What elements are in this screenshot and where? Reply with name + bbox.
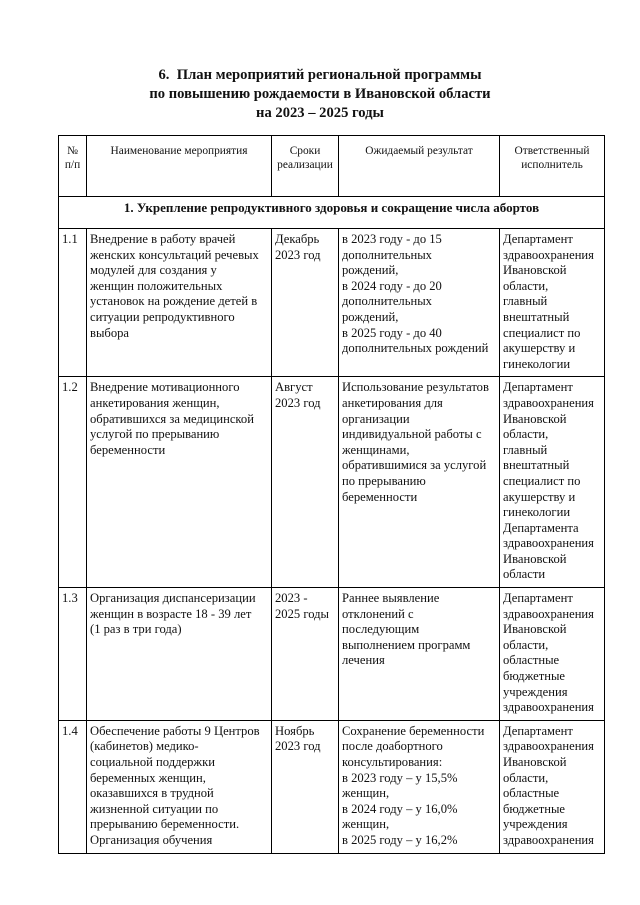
cell-terms-line: Ноябрь bbox=[275, 723, 315, 738]
cell-responsible bbox=[500, 229, 605, 377]
header-num-line: № bbox=[67, 145, 78, 157]
cell-responsible-line: здравоохранения bbox=[503, 832, 594, 847]
cell-num: 1.1 bbox=[59, 229, 87, 377]
cell-name-line: Внедрение в работу врачей bbox=[90, 232, 236, 246]
cell-responsible-line: Департамент bbox=[503, 232, 573, 246]
header-responsible-line: исполнитель bbox=[521, 159, 583, 171]
table-row bbox=[59, 720, 605, 853]
cell-result bbox=[339, 377, 500, 588]
cell-responsible bbox=[500, 377, 605, 588]
cell-responsible-line: здравоохранения bbox=[503, 739, 594, 754]
cell-result-line: индивидуальной работы с bbox=[342, 427, 482, 442]
cell-result-line: Использование результатов bbox=[342, 380, 489, 395]
cell-result-line: Сохранение беременности bbox=[342, 723, 485, 738]
cell-name-line: выбора bbox=[90, 325, 129, 340]
cell-result-line: анкетирования для bbox=[342, 395, 443, 410]
cell-name-line: модулей для создания у bbox=[90, 263, 217, 278]
cell-name-line: женщин в возрасте 18 - 39 лет bbox=[90, 606, 252, 621]
header-responsible-line: Ответственный bbox=[514, 145, 590, 157]
cell-result-line: в 2024 году - до 20 bbox=[342, 278, 442, 293]
cell-responsible-line: области, bbox=[503, 278, 549, 293]
cell-responsible bbox=[500, 588, 605, 721]
cell-result-line: в 2024 году – у 16,0% bbox=[342, 801, 458, 816]
cell-responsible-line: акушерству и bbox=[503, 341, 576, 356]
cell-result-line: рождений, bbox=[342, 263, 399, 278]
cell-result-line: в 2023 году – у 15,5% bbox=[342, 770, 458, 785]
cell-responsible-line: здравоохранения bbox=[503, 606, 594, 621]
cell-result-line: Раннее выявление bbox=[342, 591, 440, 606]
section-title: 1. Укрепление репродуктивного здоровья и сокращение числа абортов bbox=[59, 197, 605, 229]
cell-result-line: по прерыванию bbox=[342, 473, 426, 488]
cell-terms-line: Август bbox=[275, 380, 313, 395]
cell-result-line: последующим bbox=[342, 622, 420, 637]
header-name: Наименование мероприятия bbox=[87, 136, 272, 197]
title-line-1: 6. План мероприятий региональной программы bbox=[158, 67, 482, 83]
cell-name-line: беременности bbox=[90, 442, 166, 457]
cell-responsible-line: Ивановской bbox=[503, 755, 567, 769]
cell-terms-line: 2023 год bbox=[275, 395, 321, 410]
cell-result bbox=[339, 229, 500, 377]
cell-result-line: беременности bbox=[342, 489, 418, 504]
cell-name-line: женщин положительных bbox=[90, 278, 223, 293]
table-header-row bbox=[59, 136, 605, 197]
cell-result-line: выполнением программ bbox=[342, 637, 471, 652]
cell-result-line: дополнительных рождений bbox=[342, 341, 489, 356]
cell-terms bbox=[272, 720, 339, 853]
table-row bbox=[59, 588, 605, 721]
cell-responsible-line: бюджетные bbox=[503, 801, 566, 816]
cell-terms bbox=[272, 229, 339, 377]
cell-result-line: дополнительных bbox=[342, 294, 432, 309]
cell-result-line: в 2025 году - до 40 bbox=[342, 325, 442, 340]
cell-name-line: Внедрение мотивационного bbox=[90, 380, 240, 395]
cell-responsible-line: гинекологии bbox=[503, 505, 571, 520]
cell-responsible-line: Департамента bbox=[503, 520, 579, 535]
cell-responsible-line: специалист по bbox=[503, 473, 581, 488]
header-num-line: п/п bbox=[64, 159, 81, 171]
header-num bbox=[59, 136, 87, 197]
title-line-2: по повышению рождаемости в Ивановской области bbox=[149, 86, 491, 102]
cell-result-line: лечения bbox=[342, 653, 385, 668]
cell-terms-line: 2023 год bbox=[275, 739, 321, 754]
cell-responsible-line: внештатный bbox=[503, 458, 570, 473]
cell-responsible-line: области, bbox=[503, 427, 549, 442]
cell-responsible-line: здравоохранения bbox=[503, 536, 594, 551]
cell-responsible-line: учреждения bbox=[503, 817, 568, 832]
header-terms bbox=[272, 136, 339, 197]
cell-name-line: прерыванию беременности. bbox=[90, 817, 240, 832]
cell-responsible-line: областные bbox=[503, 786, 560, 801]
cell-result-line: рождений, bbox=[342, 309, 399, 324]
cell-responsible-line: Департамент bbox=[503, 723, 573, 738]
cell-name-line: Организация обучения bbox=[90, 832, 213, 847]
cell-terms-line: 2025 годы bbox=[275, 606, 329, 621]
cell-result bbox=[339, 588, 500, 721]
cell-responsible-line: Департамент bbox=[503, 380, 573, 395]
cell-responsible-line: Ивановской bbox=[503, 551, 567, 566]
cell-name bbox=[87, 229, 272, 377]
cell-terms-line: 2023 - bbox=[275, 591, 308, 606]
cell-terms bbox=[272, 588, 339, 721]
cell-responsible-line: специалист по bbox=[503, 325, 581, 340]
title-line-3: на 2023 – 2025 годы bbox=[256, 105, 384, 121]
cell-result-line: женщин, bbox=[342, 817, 390, 832]
cell-name-line: жизненной ситуации по bbox=[90, 801, 219, 816]
cell-terms-line: Декабрь bbox=[275, 232, 320, 246]
cell-responsible-line: внештатный bbox=[503, 309, 570, 324]
document-title bbox=[0, 66, 640, 123]
cell-responsible-line: Ивановской bbox=[503, 263, 567, 278]
table-row bbox=[59, 229, 605, 377]
cell-responsible bbox=[500, 720, 605, 853]
cell-result-line: в 2025 году – у 16,2% bbox=[342, 832, 458, 847]
cell-result-line: обратившимися за услугой bbox=[342, 458, 487, 473]
cell-name-line: услугой по прерыванию bbox=[90, 427, 220, 442]
cell-responsible-line: области, bbox=[503, 770, 549, 785]
cell-responsible-line: Департамент bbox=[503, 591, 573, 606]
cell-responsible-line: бюджетные bbox=[503, 669, 566, 684]
cell-name-line: социальной поддержки bbox=[90, 755, 215, 769]
cell-responsible-line: Ивановской bbox=[503, 622, 567, 637]
cell-terms-line: 2023 год bbox=[275, 247, 321, 262]
cell-result-line: консультирования: bbox=[342, 755, 443, 769]
cell-name bbox=[87, 377, 272, 588]
cell-num: 1.4 bbox=[59, 720, 87, 853]
cell-responsible-line: здравоохранения bbox=[503, 247, 594, 262]
cell-name-line: (кабинетов) медико- bbox=[90, 739, 199, 754]
cell-num: 1.2 bbox=[59, 377, 87, 588]
cell-name-line: оказавшихся в трудной bbox=[90, 786, 214, 801]
cell-result-line: отклонений с bbox=[342, 606, 414, 621]
cell-name bbox=[87, 720, 272, 853]
cell-name-line: анкетирования женщин, bbox=[90, 395, 220, 410]
cell-responsible-line: области, bbox=[503, 637, 549, 652]
cell-result-line: после доабортного bbox=[342, 739, 443, 754]
cell-responsible-line: области bbox=[503, 567, 546, 582]
cell-name bbox=[87, 588, 272, 721]
cell-result bbox=[339, 720, 500, 853]
cell-result-line: дополнительных bbox=[342, 247, 432, 262]
cell-result-line: женщин, bbox=[342, 786, 390, 801]
cell-name-line: (1 раз в три года) bbox=[90, 622, 182, 637]
cell-responsible-line: здравоохранения bbox=[503, 700, 594, 715]
header-terms-line: реализации bbox=[277, 159, 333, 171]
table-row bbox=[59, 377, 605, 588]
cell-name-line: ситуации репродуктивного bbox=[90, 309, 235, 324]
cell-result-line: женщинами, bbox=[342, 442, 410, 457]
cell-responsible-line: главный bbox=[503, 294, 548, 309]
header-terms-line: Сроки bbox=[289, 145, 321, 157]
cell-responsible-line: гинекологии bbox=[503, 356, 571, 371]
cell-result-line: организации bbox=[342, 411, 410, 426]
cell-result-line: в 2023 году - до 15 bbox=[342, 232, 442, 246]
cell-terms bbox=[272, 377, 339, 588]
cell-name-line: беременных женщин, bbox=[90, 770, 206, 785]
cell-num: 1.3 bbox=[59, 588, 87, 721]
header-responsible bbox=[500, 136, 605, 197]
plan-table bbox=[58, 135, 605, 854]
cell-responsible-line: Ивановской bbox=[503, 411, 567, 426]
cell-responsible-line: главный bbox=[503, 442, 548, 457]
cell-name-line: женских консультаций речевых bbox=[90, 247, 259, 262]
cell-responsible-line: здравоохранения bbox=[503, 395, 594, 410]
cell-responsible-line: учреждения bbox=[503, 684, 568, 699]
cell-responsible-line: областные bbox=[503, 653, 560, 668]
cell-name-line: Организация диспансеризации bbox=[90, 591, 256, 606]
section-row bbox=[59, 197, 605, 229]
cell-name-line: обратившихся за медицинской bbox=[90, 411, 254, 426]
cell-name-line: установок на рождение детей в bbox=[90, 294, 258, 309]
cell-responsible-line: акушерству и bbox=[503, 489, 576, 504]
cell-name-line: Обеспечение работы 9 Центров bbox=[90, 723, 260, 738]
header-result: Ожидаемый результат bbox=[339, 136, 500, 197]
